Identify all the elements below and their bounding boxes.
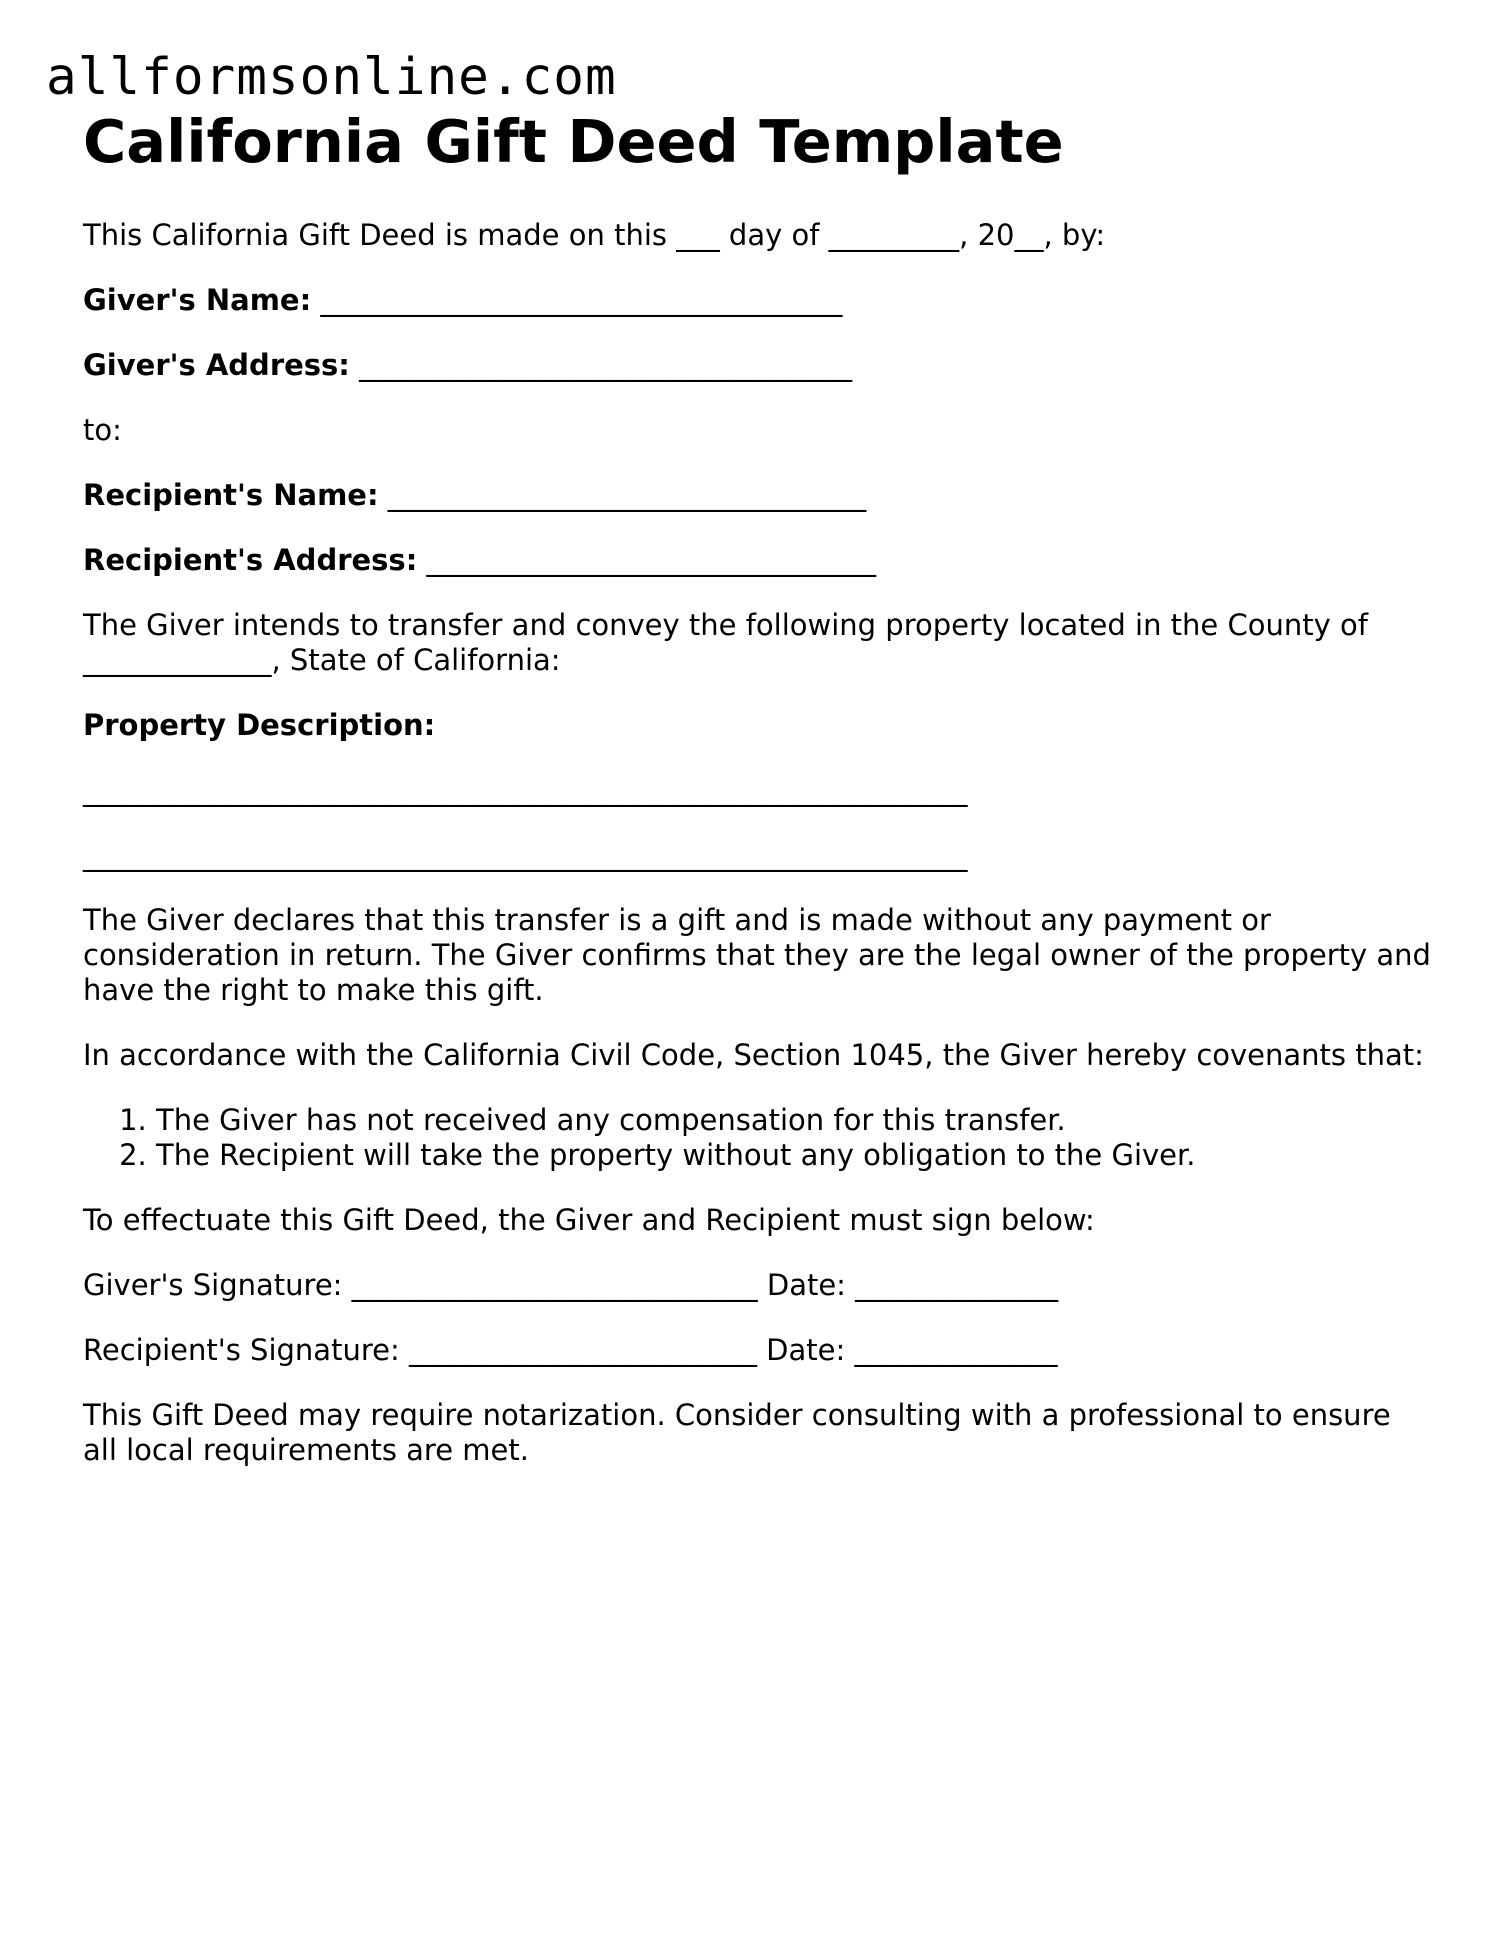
giver-address-blank[interactable]: __________________________________ [349, 348, 853, 382]
recipient-name-label: Recipient's Name: [83, 478, 379, 512]
page-title: California Gift Deed Template [83, 107, 1064, 176]
document-body [83, 102, 1441, 1468]
property-line-2[interactable]: _____________________________________________________________ [83, 838, 968, 872]
recipient-address-field[interactable] [83, 543, 1433, 578]
giver-name-label: Giver's Name: [83, 283, 312, 317]
recipient-name-field[interactable] [83, 478, 1433, 513]
recipient-signature-line[interactable]: Recipient's Signature: ________________________ Date: ______________ [83, 1333, 1058, 1367]
covenant-intro: In accordance with the California Civil Code, Section 1045, the Giver hereby covenants that: [83, 1038, 1424, 1072]
giver-name-field[interactable] [83, 283, 1433, 318]
recipient-address-blank[interactable]: _______________________________ [417, 543, 877, 577]
to-text: to: [83, 413, 122, 447]
giver-address-label: Giver's Address: [83, 348, 350, 382]
county-paragraph: The Giver intends to transfer and convey the following property located in the County of _____________, State of California: [83, 608, 1378, 677]
notarization-paragraph: This Gift Deed may require notarization. Consider consulting with a professional to ensure all local requirements are met. [83, 1398, 1400, 1467]
recipient-address-label: Recipient's Address: [83, 543, 418, 577]
covenant-list [83, 1103, 1433, 1173]
property-description-label: Property Description: [83, 708, 436, 742]
declaration-paragraph: The Giver declares that this transfer is a gift and is made without any payment or consideration in return. The Giver confirms that they are the legal owner of the property and have the right to make this gift. [83, 903, 1441, 1007]
giver-signature-line[interactable]: Giver's Signature: ____________________________ Date: ______________ [83, 1268, 1059, 1302]
property-line-1[interactable]: _____________________________________________________________ [83, 773, 968, 807]
sign-instruction: To effectuate this Gift Deed, the Giver and Recipient must sign below: [83, 1203, 1095, 1237]
intro-paragraph: This California Gift Deed is made on this ___ day of _________, 20__, by: [83, 218, 1106, 252]
giver-address-field[interactable] [83, 348, 1433, 383]
covenant-item-1: 1. The Giver has not received any compensation for this transfer. [156, 1103, 1433, 1138]
giver-name-blank[interactable]: ____________________________________ [311, 283, 843, 317]
covenant-item-2: 2. The Recipient will take the property without any obligation to the Giver. [156, 1138, 1433, 1173]
watermark: allformsonline.com [46, 48, 617, 107]
recipient-name-blank[interactable]: _________________________________ [378, 478, 867, 512]
